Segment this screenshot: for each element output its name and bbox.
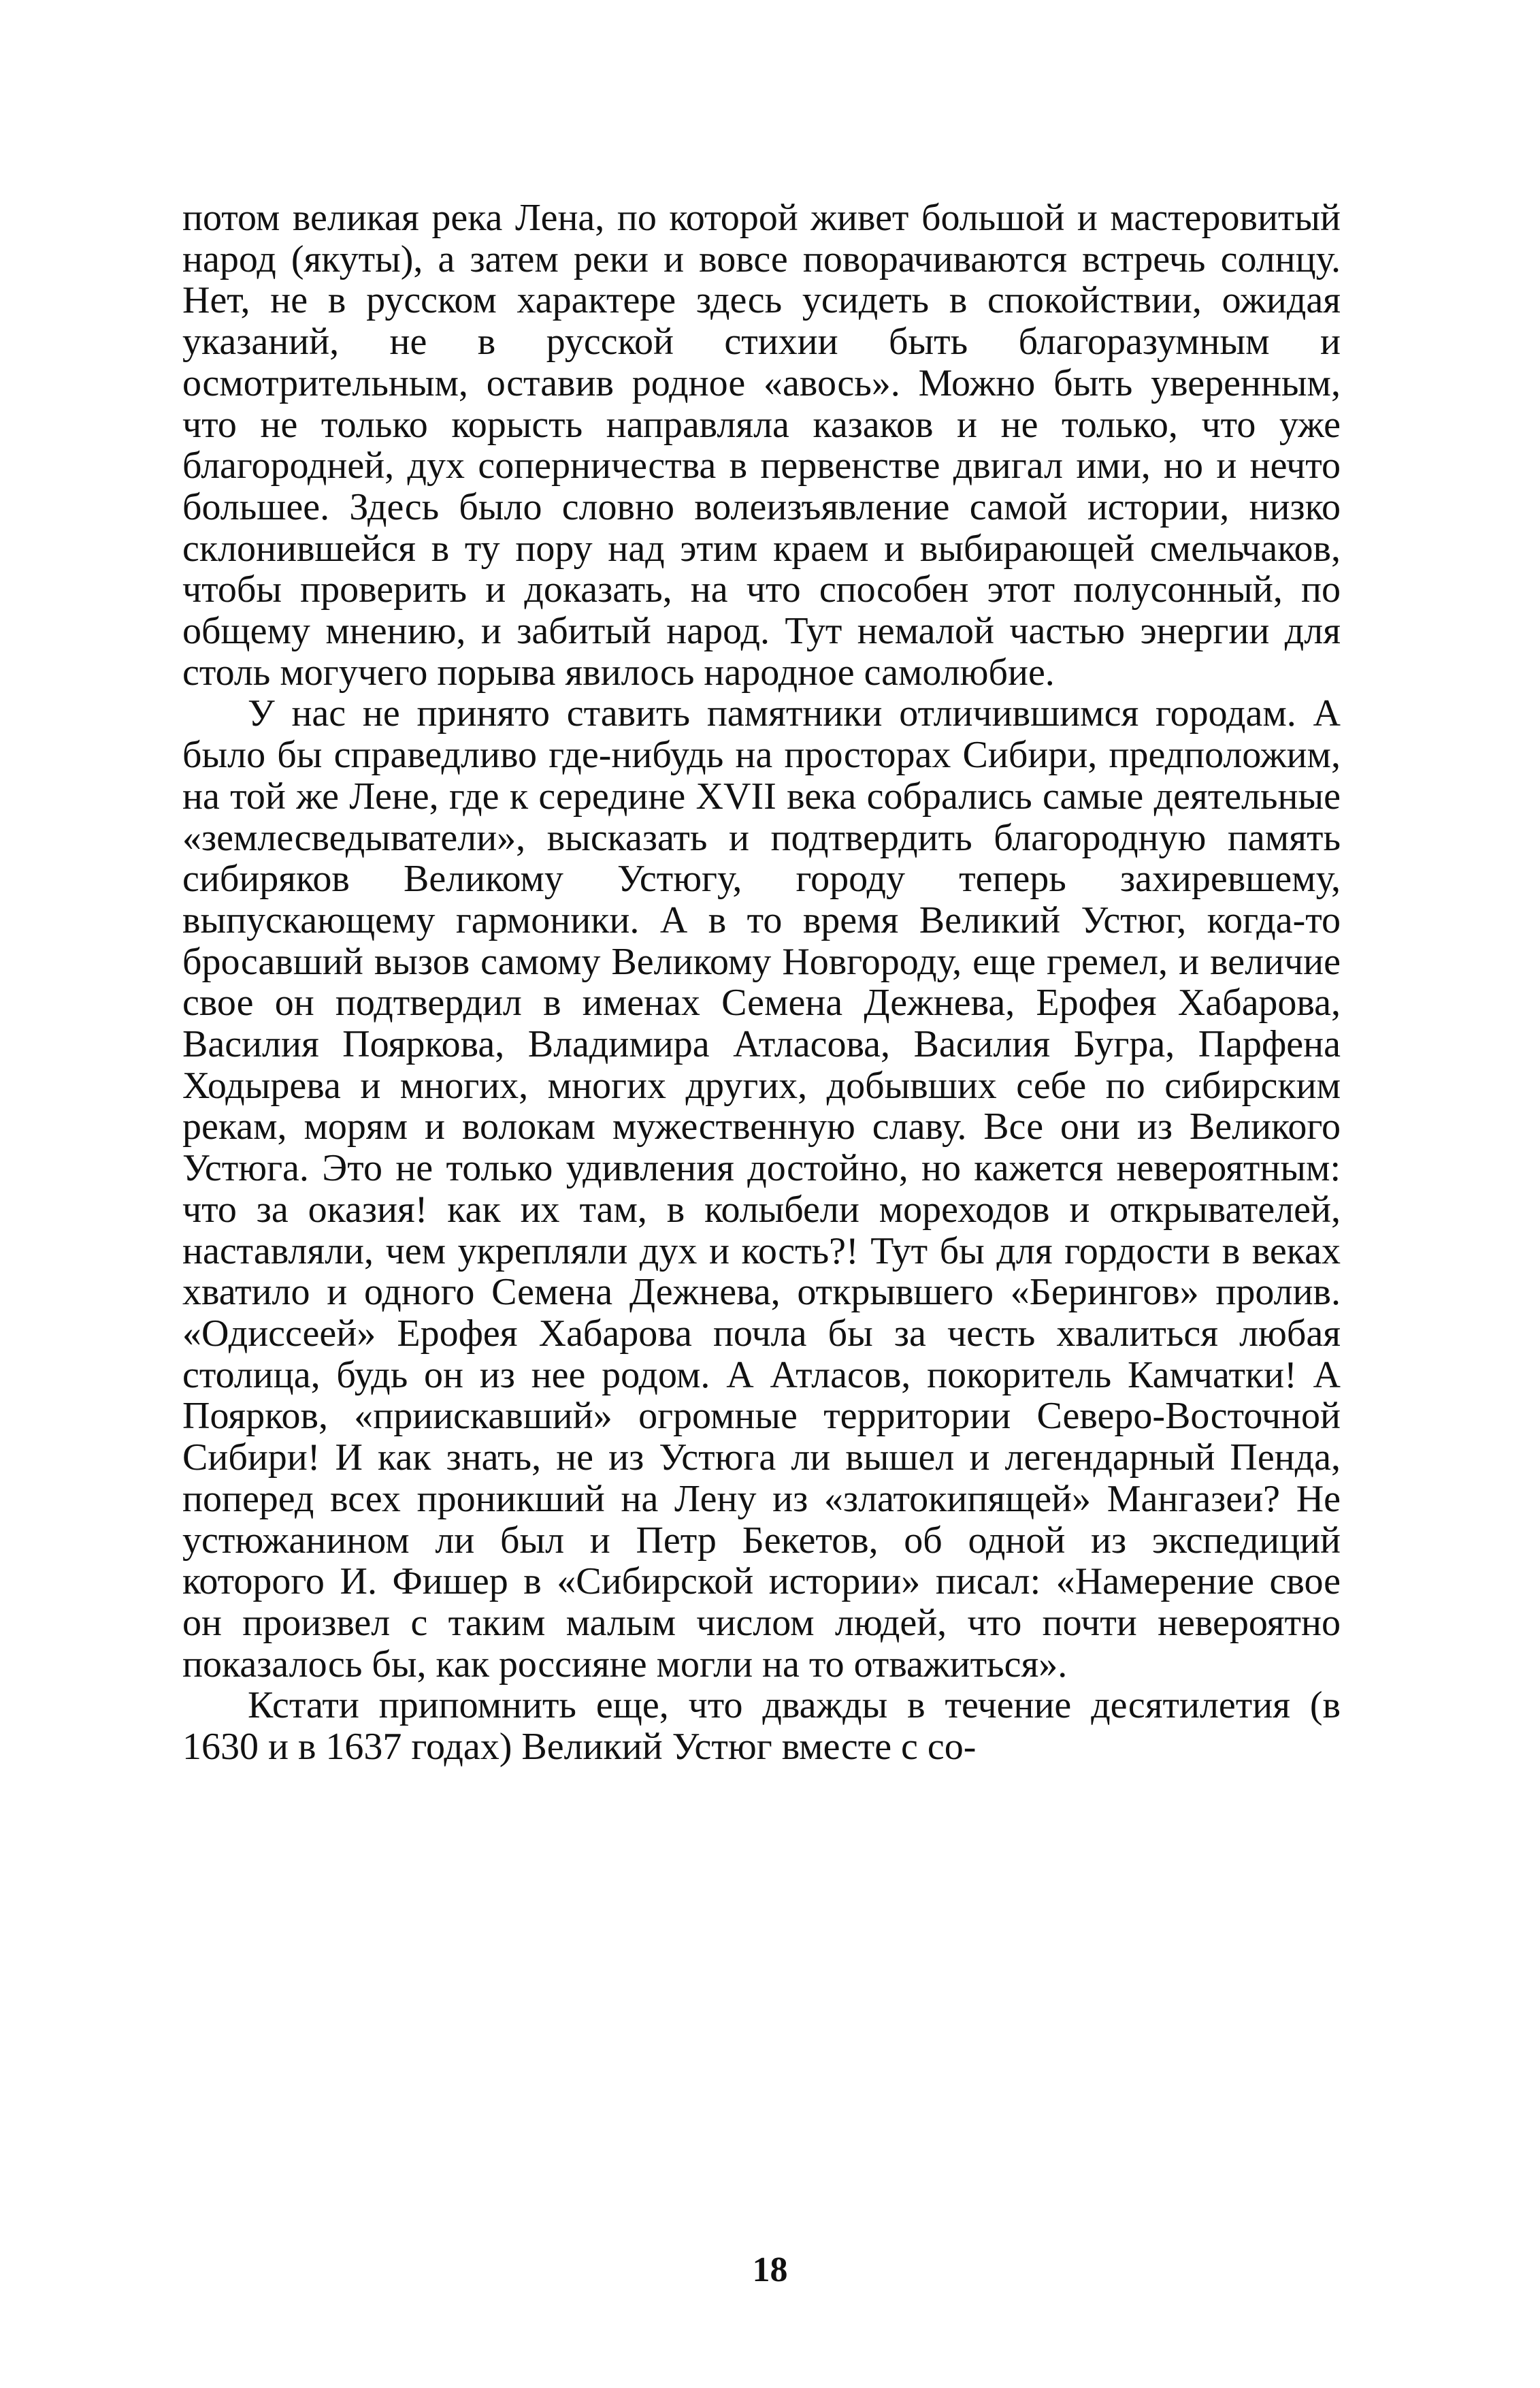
paragraph-3: Кстати припомнить еще, что дважды в течение десятилетия (в 1630 и в 1637 годах) Великий Устюг вместе с со- bbox=[182, 1684, 1341, 1769]
body-text bbox=[182, 197, 1341, 1768]
page-number: 18 bbox=[752, 2250, 788, 2289]
paragraph-1: потом великая река Лена, по которой живет большой и мастеровитый народ (якуты), а затем реки и вовсе поворачиваются встречь солнцу. Нет, не в русском характере здесь усидеть в спокойствии, ожидая указаний, не в русской стихии быть благоразумным и осмотрительным, оставив родное «авось». Можно быть уверенным, что не только корысть направляла казаков и не только, что уже благородней, дух соперничества в первенстве двигал ими, но и нечто большее. Здесь было словно волеизъявление самой истории, низко склонившейся в ту пору над этим краем и выбирающей смельчаков, чтобы проверить и доказать, на что способен этот полусонный, по общему мнению, и забитый народ. Тут немалой частью энергии для столь могучего порыва явилось народное самолюбие. bbox=[182, 197, 1341, 694]
paragraph-2: У нас не принято ставить памятники отличившимся городам. А было бы справедливо где-нибудь на просторах Сибири, предположим, на той же Лене, где к середине XVII века собрались самые деятельные «землесведыватели», высказать и подтвердить благородную память сибиряков Великому Устюгу, городу теперь захиревшему, выпускающему гармоники. А в то время Великий Устюг, когда-то бросавший вызов самому Великому Новгороду, еще гремел, и величие свое он подтвердил в именах Семена Дежнева, Ерофея Хабарова, Василия Пояркова, Владимира Атласова, Василия Бугра, Парфена Ходырева и многих, многих других, добывших себе по сибирским рекам, морям и волокам мужественную славу. Все они из Великого Устюга. Это не только удивления достойно, но кажется невероятным: что за оказия! как их там, в колыбели мореходов и открывателей, наставляли, чем укрепляли дух и кость?! Тут бы для гордости в веках хватило и одного Семена Дежнева, открывшего «Берингов» пролив. «Одиссеей» Ерофея Хабарова почла бы за честь хвалиться любая столица, будь он из нее родом. А Атласов, покоритель Камчатки! А Поярков, «приискавший» огромные территории Северо-Восточной Сибири! И как знать, не из Устюга ли вышел и легендарный Пенда, поперед всех проникший на Лену из «златокипящей» Мангазеи? Не устюжанином ли был и Петр Бекетов, об одной из экспедиций которого И. Фишер в «Сибирской истории» писал: «Намерение свое он произвел с таким малым числом людей, что почти невероятно показалось бы, как россияне могли на то отважиться». bbox=[182, 692, 1341, 1685]
page-body bbox=[182, 197, 1341, 2308]
